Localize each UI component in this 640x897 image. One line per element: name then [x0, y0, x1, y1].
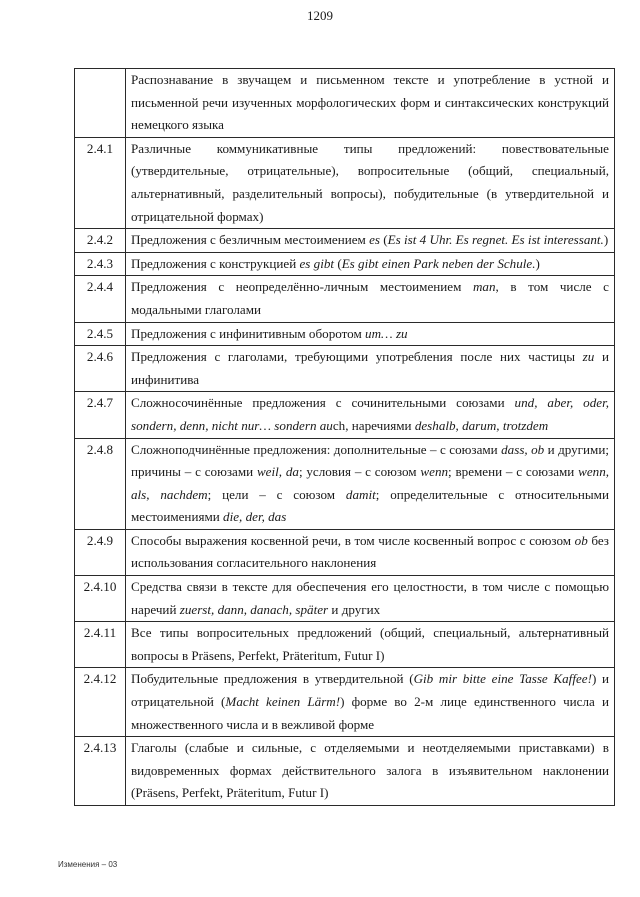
german-example: Es ist 4 Uhr. Es regnet. Es ist interessant.	[387, 232, 604, 248]
content-table-body	[75, 69, 615, 806]
text-segment: Средства связи в тексте для обеспечения его целостности, в том числе с помощью наречий	[131, 579, 609, 617]
table-row	[75, 276, 615, 322]
section-number: 2.4.5	[75, 322, 126, 346]
text-segment: ; условия – с союзом	[298, 464, 421, 480]
section-description	[126, 392, 615, 438]
table-row	[75, 252, 615, 276]
section-number: 2.4.13	[75, 737, 126, 806]
text-segment: и инфинитива	[131, 349, 610, 387]
text-segment: Предложения с безличным местоимением	[131, 232, 370, 248]
section-number: 2.4.6	[75, 346, 126, 392]
german-example: wenn, als, nachdem	[131, 464, 610, 502]
table-row	[75, 346, 615, 392]
table-row	[75, 737, 615, 806]
section-number: 2.4.3	[75, 252, 126, 276]
section-number: 2.4.12	[75, 668, 126, 737]
section-number: 2.4.10	[75, 576, 126, 622]
german-example: und, aber, oder, sondern, denn, nicht nur… sondern au	[131, 395, 610, 433]
section-description	[126, 137, 615, 228]
german-example: weil, da	[256, 464, 299, 480]
text-segment: Предложения с неопределённо-личным местоимением	[131, 279, 473, 295]
text-segment: Предложения с инфинитивным оборотом	[131, 325, 366, 341]
text-segment: , в том числе с модальными глаголами	[131, 279, 609, 317]
german-example: dass, ob	[501, 441, 545, 457]
german-example: die, der, das	[223, 509, 287, 525]
text-segment: ) и отрицательной (	[131, 671, 609, 710]
german-example: um… zu	[365, 325, 408, 341]
text-segment: и других	[328, 601, 381, 617]
section-number: 2.4.1	[75, 137, 126, 228]
section-description	[126, 737, 615, 806]
text-segment: Глаголы (слабые и сильные, с отделяемыми и неотделяемыми приставками) в видовременных формах действительного залога в изъявительном наклонении (Präsens, Perfekt, Präteritum, Futur I)	[131, 740, 609, 801]
section-number: 2.4.2	[75, 229, 126, 253]
german-example: damit	[345, 486, 376, 502]
section-description	[126, 622, 615, 668]
section-description	[126, 576, 615, 622]
table-row	[75, 622, 615, 668]
text-segment: Различные коммуникативные типы предложений: повествовательные (утвердительные, отрицательные), вопросительные (общий, специальный, альтернативный, разделительный вопросы), побудительные (в утвердительной и отрицательной формах)	[131, 140, 609, 224]
text-segment: без использования согласительного наклонения	[131, 532, 609, 571]
text-segment: (	[334, 255, 342, 271]
text-segment: Предложения с глаголами, требующими употребления после них частицы	[131, 349, 583, 365]
text-segment: Способы выражения косвенной речи, в том числе косвенный вопрос с союзом	[131, 532, 575, 548]
table-row	[75, 69, 615, 138]
content-table	[74, 68, 615, 806]
german-example: man	[472, 279, 496, 295]
section-number: 2.4.11	[75, 622, 126, 668]
section-description	[126, 322, 615, 346]
text-segment: )	[535, 255, 540, 271]
text-segment: Побудительные предложения в утвердительной (	[131, 671, 414, 687]
table-row	[75, 322, 615, 346]
text-segment: Распознавание в звучащем и письменном тексте и употребление в устной и письменной речи изученных морфологических форм и синтаксических конструкций немецкого языка	[131, 72, 609, 133]
table-row	[75, 438, 615, 529]
table-row	[75, 529, 615, 575]
table-row	[75, 668, 615, 737]
text-segment: ) форме во 2-м лице единственного числа и множественного числа и в вежливой форме	[131, 694, 610, 732]
table-row	[75, 392, 615, 438]
german-example: zuerst, dann, danach, später	[179, 601, 329, 617]
text-segment: )	[603, 232, 609, 248]
german-example: zu	[582, 349, 595, 365]
text-segment: ; цели – с союзом	[207, 486, 346, 502]
table-row	[75, 576, 615, 622]
german-example: es	[369, 232, 381, 248]
section-description	[126, 69, 615, 138]
text-segment: Сложносочинённые предложения с сочинительными союзами	[131, 395, 515, 411]
footer-note: Изменения – 03	[58, 860, 118, 869]
section-description	[126, 229, 615, 253]
text-segment: Все типы вопросительных предложений (общий, специальный, альтернативный вопросы в Präsens, Perfekt, Präteritum, Futur I)	[131, 625, 609, 663]
section-number	[75, 69, 126, 138]
section-description	[126, 276, 615, 322]
german-example: Macht keinen Lärm!	[225, 694, 341, 710]
text-segment: Сложноподчинённые предложения: дополнительные – с союзами	[131, 441, 502, 457]
german-example: Es gibt einen Park neben der Schule.	[341, 255, 536, 271]
section-number: 2.4.9	[75, 529, 126, 575]
table-row	[75, 229, 615, 253]
section-number: 2.4.7	[75, 392, 126, 438]
section-description	[126, 668, 615, 737]
german-example: ob	[574, 532, 588, 548]
german-example: Gib mir bitte eine Tasse Kaffee!	[413, 671, 592, 687]
text-segment: Предложения с конструкцией	[131, 255, 300, 271]
section-description	[126, 529, 615, 575]
section-description	[126, 252, 615, 276]
section-description	[126, 346, 615, 392]
text-segment: ; определительные с относительными местоимениями	[131, 486, 609, 525]
text-segment: (	[380, 232, 388, 248]
section-description	[126, 438, 615, 529]
german-example: wenn	[420, 464, 449, 480]
section-number: 2.4.4	[75, 276, 126, 322]
german-example: es gibt	[299, 255, 335, 271]
section-number: 2.4.8	[75, 438, 126, 529]
text-segment: и другими; причины – с союзами	[131, 441, 609, 480]
text-segment: ; времени – с союзами	[448, 464, 579, 480]
table-row	[75, 137, 615, 228]
text-segment: ch, наречиями	[332, 417, 415, 433]
page-number: 1209	[307, 8, 333, 23]
german-example: deshalb, darum, trotzdem	[414, 417, 549, 433]
